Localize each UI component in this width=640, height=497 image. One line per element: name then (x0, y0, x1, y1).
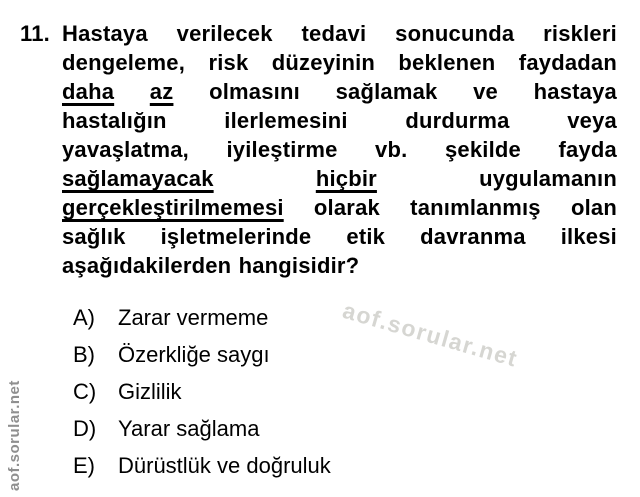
underlined-word: sağlamayacak (62, 166, 214, 191)
option-letter: E) (73, 452, 95, 478)
word: hangisidir? (238, 253, 360, 278)
word: düzeyinin (271, 50, 376, 75)
word: riskleri (543, 21, 617, 46)
word: işletmelerinde (160, 224, 312, 249)
word: sağlamak (335, 79, 438, 104)
word: fayda (558, 137, 617, 162)
word: ilkesi (560, 224, 617, 249)
word: dengeleme, (62, 50, 186, 75)
word: durdurma (405, 108, 510, 133)
option-text: Zarar vermeme (118, 304, 269, 330)
question-block (20, 19, 617, 280)
watermark-diagonal: aof.sorular.net (339, 297, 521, 372)
word: risk (208, 50, 249, 75)
word: veya (567, 108, 617, 133)
underlined-word: hiçbir (315, 166, 377, 191)
option-e (73, 447, 331, 484)
question-line (62, 77, 617, 106)
option-text: Dürüstlük ve doğruluk (118, 452, 331, 478)
question-text (62, 19, 617, 280)
question-line (62, 251, 617, 280)
underlined-word: daha (62, 79, 115, 104)
word: olmasını (209, 79, 300, 104)
word: yavaşlatma, (62, 137, 189, 162)
word: olan (570, 195, 617, 220)
underlined-word: gerçekleştirilmemesi (62, 195, 284, 220)
word: uygulamanın (479, 166, 617, 191)
word: davranma (420, 224, 526, 249)
question-line (62, 19, 617, 48)
option-b (73, 336, 331, 373)
word: tedavi (301, 21, 367, 46)
word: şekilde (444, 137, 521, 162)
word: aşağıdakilerden (62, 253, 232, 278)
option-c (73, 373, 331, 410)
options-list (73, 299, 331, 484)
option-letter: A) (73, 304, 95, 330)
word: hastalığın (62, 108, 167, 133)
option-text: Özerkliğe saygı (118, 341, 270, 367)
option-letter: B) (73, 341, 95, 367)
word: verilecek (176, 21, 273, 46)
question-number: 11. (20, 21, 50, 46)
word: iyileştirme (226, 137, 338, 162)
word: ve (473, 79, 498, 104)
option-text: Gizlilik (118, 378, 182, 404)
word: beklenen (398, 50, 496, 75)
word: hastaya (533, 79, 617, 104)
option-d (73, 410, 331, 447)
option-letter: C) (73, 378, 97, 404)
underlined-word: az (149, 79, 174, 104)
question-line (62, 135, 617, 164)
word: ilerlemesini (224, 108, 348, 133)
word: etik (346, 224, 386, 249)
question-line (62, 222, 617, 251)
word: faydadan (518, 50, 617, 75)
word: vb. (375, 137, 408, 162)
word: Hastaya (62, 21, 148, 46)
question-line (62, 193, 617, 222)
option-text: Yarar sağlama (118, 415, 260, 441)
option-a (73, 299, 331, 336)
word: tanımlanmış (410, 195, 541, 220)
question-line (62, 106, 617, 135)
word: sonucunda (395, 21, 515, 46)
watermark-vertical: aof.sorular.net (6, 380, 23, 491)
option-letter: D) (73, 415, 97, 441)
word: sağlık (62, 224, 126, 249)
question-line (62, 164, 617, 193)
word: olarak (313, 195, 380, 220)
question-line (62, 48, 617, 77)
